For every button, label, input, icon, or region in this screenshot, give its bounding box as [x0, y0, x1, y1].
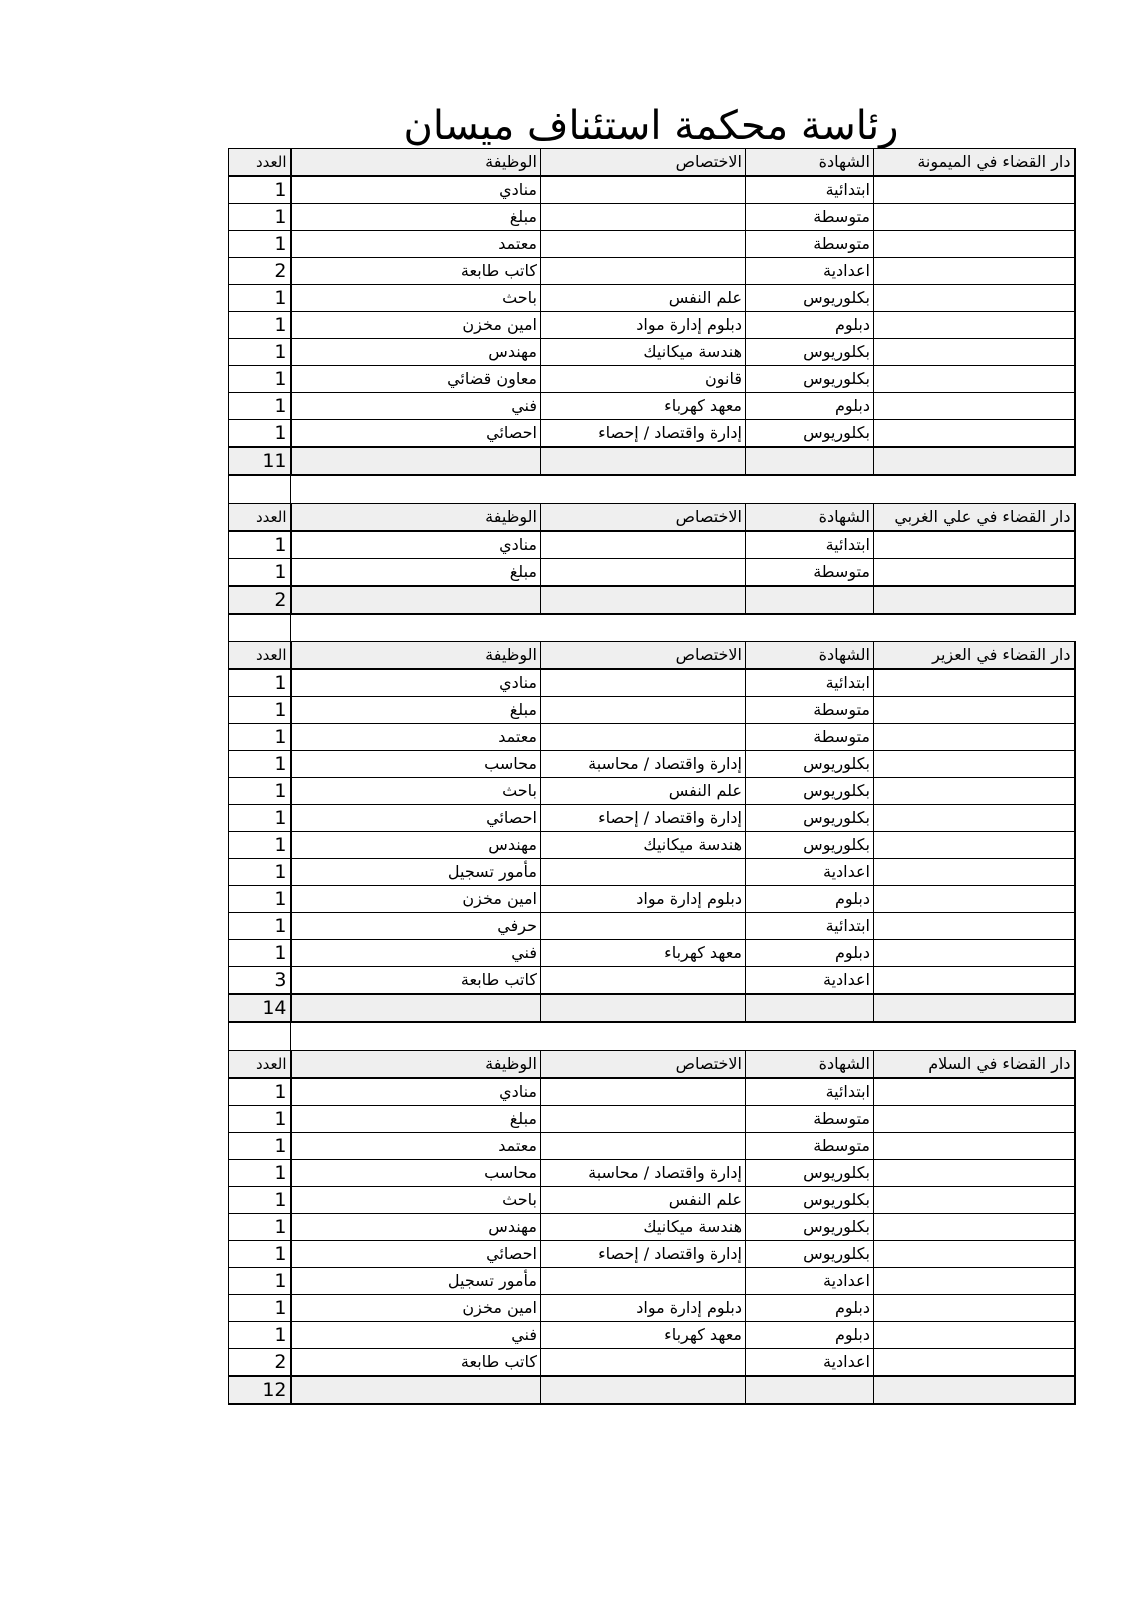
empty-cell: [874, 697, 1075, 724]
count-cell: 1: [229, 531, 291, 559]
certificate-cell: اعدادية: [746, 967, 874, 995]
job-cell: معتمد: [291, 1132, 541, 1159]
job-cell: فني: [291, 1321, 541, 1348]
staffing-table: [228, 148, 1076, 1405]
certificate-cell: متوسطة: [746, 1132, 874, 1159]
count-cell: 1: [229, 204, 291, 231]
specialization-cell: قانون: [541, 366, 746, 393]
empty-cell: [874, 176, 1075, 204]
section-spacer: [229, 614, 1075, 642]
job-cell: فني: [291, 393, 541, 420]
specialization-cell: [541, 1105, 746, 1132]
specialization-cell: هندسة ميكانيك: [541, 1213, 746, 1240]
empty-cell: [874, 1348, 1075, 1376]
count-cell: 1: [229, 886, 291, 913]
section-spacer: [229, 1022, 1075, 1050]
sheet-body: [229, 149, 1075, 1404]
empty-cell: [874, 231, 1075, 258]
empty-cell: [874, 285, 1075, 312]
empty-cell: [874, 832, 1075, 859]
section-total-row: [229, 1376, 1075, 1404]
specialization-cell: [541, 176, 746, 204]
table-row: [229, 697, 1075, 724]
count-cell: 1: [229, 669, 291, 697]
certificate-cell: بكلوريوس: [746, 366, 874, 393]
table-row: [229, 778, 1075, 805]
empty-cell: [874, 940, 1075, 967]
page-title: رئاسة محكمة استئناف ميسان: [403, 103, 899, 149]
job-cell: منادي: [291, 669, 541, 697]
table-row: [229, 366, 1075, 393]
empty-cell: [874, 420, 1075, 448]
certificate-cell: دبلوم: [746, 940, 874, 967]
empty-cell: [874, 1376, 1075, 1404]
job-cell: مهندس: [291, 832, 541, 859]
job-cell: كاتب طابعة: [291, 967, 541, 995]
certificate-cell: ابتدائية: [746, 176, 874, 204]
specialization-cell: [541, 231, 746, 258]
count-cell: 1: [229, 558, 291, 586]
empty-cell: [874, 339, 1075, 366]
column-header-specialization: الاختصاص: [541, 149, 746, 177]
certificate-cell: بكلوريوس: [746, 1186, 874, 1213]
specialization-cell: معهد كهرباء: [541, 393, 746, 420]
empty-cell: [874, 366, 1075, 393]
empty-cell: [874, 669, 1075, 697]
empty-cell: [746, 1376, 874, 1404]
column-header-specialization: الاختصاص: [541, 642, 746, 670]
empty-cell: [874, 859, 1075, 886]
table-row: [229, 231, 1075, 258]
specialization-cell: علم النفس: [541, 1186, 746, 1213]
empty-cell: [291, 447, 541, 475]
certificate-cell: بكلوريوس: [746, 420, 874, 448]
empty-cell: [874, 913, 1075, 940]
job-cell: احصائي: [291, 1240, 541, 1267]
certificate-cell: متوسطة: [746, 558, 874, 586]
specialization-cell: علم النفس: [541, 778, 746, 805]
job-cell: معتمد: [291, 231, 541, 258]
specialization-cell: دبلوم إدارة مواد: [541, 886, 746, 913]
count-cell: 1: [229, 805, 291, 832]
table-row: [229, 176, 1075, 204]
table-row: [229, 1159, 1075, 1186]
column-header-job: الوظيفة: [291, 642, 541, 670]
specialization-cell: معهد كهرباء: [541, 940, 746, 967]
empty-cell: [541, 1376, 746, 1404]
certificate-cell: دبلوم: [746, 312, 874, 339]
certificate-cell: متوسطة: [746, 231, 874, 258]
certificate-cell: بكلوريوس: [746, 285, 874, 312]
count-cell: 1: [229, 1078, 291, 1106]
section-total: 2: [229, 586, 291, 614]
empty-cell: [874, 258, 1075, 285]
column-header-job: الوظيفة: [291, 503, 541, 531]
table-row: [229, 913, 1075, 940]
empty-cell: [874, 1321, 1075, 1348]
empty-cell: [746, 447, 874, 475]
empty-cell: [874, 204, 1075, 231]
specialization-cell: [541, 1348, 746, 1376]
empty-cell: [874, 1213, 1075, 1240]
specialization-cell: إدارة واقتصاد / إحصاء: [541, 1240, 746, 1267]
table-row: [229, 1132, 1075, 1159]
table-row: [229, 420, 1075, 448]
empty-cell: [874, 967, 1075, 995]
empty-cell: [874, 558, 1075, 586]
count-cell: 1: [229, 1105, 291, 1132]
staffing-sheet: [228, 148, 1074, 1405]
empty-cell: [874, 312, 1075, 339]
count-cell: 1: [229, 285, 291, 312]
specialization-cell: إدارة واقتصاد / محاسبة: [541, 1159, 746, 1186]
count-cell: 1: [229, 231, 291, 258]
table-row: [229, 967, 1075, 995]
job-cell: معاون قضائي: [291, 366, 541, 393]
empty-cell: [874, 1105, 1075, 1132]
count-cell: 1: [229, 1267, 291, 1294]
table-row: [229, 886, 1075, 913]
section-total-row: [229, 447, 1075, 475]
table-row: [229, 940, 1075, 967]
job-cell: محاسب: [291, 751, 541, 778]
empty-cell: [874, 994, 1075, 1022]
table-row: [229, 558, 1075, 586]
specialization-cell: معهد كهرباء: [541, 1321, 746, 1348]
certificate-cell: بكلوريوس: [746, 1159, 874, 1186]
job-cell: محاسب: [291, 1159, 541, 1186]
specialization-cell: هندسة ميكانيك: [541, 832, 746, 859]
section-header-row: [229, 642, 1075, 670]
certificate-cell: ابتدائية: [746, 1078, 874, 1106]
job-cell: معتمد: [291, 724, 541, 751]
section-total-row: [229, 994, 1075, 1022]
table-row: [229, 1240, 1075, 1267]
column-header-job: الوظيفة: [291, 149, 541, 177]
count-cell: 1: [229, 312, 291, 339]
column-header-count: العدد: [229, 149, 291, 177]
empty-cell: [874, 724, 1075, 751]
job-cell: مهندس: [291, 339, 541, 366]
count-cell: 1: [229, 859, 291, 886]
empty-cell: [874, 393, 1075, 420]
count-cell: 1: [229, 940, 291, 967]
section-header-row: [229, 149, 1075, 177]
table-row: [229, 805, 1075, 832]
job-cell: باحث: [291, 1186, 541, 1213]
count-cell: 1: [229, 1159, 291, 1186]
count-cell: 1: [229, 724, 291, 751]
certificate-cell: بكلوريوس: [746, 805, 874, 832]
column-header-specialization: الاختصاص: [541, 503, 746, 531]
column-header-count: العدد: [229, 1050, 291, 1078]
certificate-cell: متوسطة: [746, 697, 874, 724]
empty-cell: [874, 1240, 1075, 1267]
certificate-cell: دبلوم: [746, 393, 874, 420]
job-cell: منادي: [291, 176, 541, 204]
job-cell: مبلغ: [291, 697, 541, 724]
empty-cell: [541, 586, 746, 614]
specialization-cell: [541, 724, 746, 751]
empty-cell: [874, 586, 1075, 614]
specialization-cell: إدارة واقتصاد / إحصاء: [541, 805, 746, 832]
specialization-cell: علم النفس: [541, 285, 746, 312]
job-cell: امين مخزن: [291, 886, 541, 913]
column-header-certificate: الشهادة: [746, 149, 874, 177]
count-cell: 1: [229, 1321, 291, 1348]
section-total-row: [229, 586, 1075, 614]
specialization-cell: [541, 1078, 746, 1106]
job-cell: مأمور تسجيل: [291, 859, 541, 886]
table-row: [229, 724, 1075, 751]
empty-cell: [874, 1267, 1075, 1294]
empty-cell: [541, 447, 746, 475]
empty-cell: [746, 994, 874, 1022]
certificate-cell: بكلوريوس: [746, 778, 874, 805]
certificate-cell: دبلوم: [746, 1294, 874, 1321]
specialization-cell: [541, 1132, 746, 1159]
section-name: دار القضاء في العزير: [874, 642, 1075, 670]
table-row: [229, 832, 1075, 859]
empty-cell: [874, 1294, 1075, 1321]
table-row: [229, 1294, 1075, 1321]
job-cell: كاتب طابعة: [291, 258, 541, 285]
certificate-cell: اعدادية: [746, 1348, 874, 1376]
job-cell: امين مخزن: [291, 1294, 541, 1321]
table-row: [229, 669, 1075, 697]
count-cell: 1: [229, 1186, 291, 1213]
section-total: 14: [229, 994, 291, 1022]
certificate-cell: اعدادية: [746, 859, 874, 886]
certificate-cell: متوسطة: [746, 1105, 874, 1132]
count-cell: 1: [229, 393, 291, 420]
certificate-cell: بكلوريوس: [746, 339, 874, 366]
job-cell: مبلغ: [291, 204, 541, 231]
count-cell: 1: [229, 176, 291, 204]
specialization-cell: [541, 531, 746, 559]
table-row: [229, 1348, 1075, 1376]
count-cell: 1: [229, 1213, 291, 1240]
table-row: [229, 312, 1075, 339]
job-cell: احصائي: [291, 805, 541, 832]
specialization-cell: [541, 204, 746, 231]
job-cell: باحث: [291, 285, 541, 312]
certificate-cell: اعدادية: [746, 258, 874, 285]
specialization-cell: [541, 859, 746, 886]
job-cell: احصائي: [291, 420, 541, 448]
certificate-cell: ابتدائية: [746, 531, 874, 559]
column-header-certificate: الشهادة: [746, 642, 874, 670]
table-row: [229, 1213, 1075, 1240]
count-cell: 1: [229, 420, 291, 448]
section-name: دار القضاء في علي الغربي: [874, 503, 1075, 531]
job-cell: امين مخزن: [291, 312, 541, 339]
job-cell: فني: [291, 940, 541, 967]
empty-cell: [874, 886, 1075, 913]
section-name: دار القضاء في السلام: [874, 1050, 1075, 1078]
table-row: [229, 339, 1075, 366]
empty-cell: [874, 1159, 1075, 1186]
section-total: 12: [229, 1376, 291, 1404]
count-cell: 1: [229, 751, 291, 778]
certificate-cell: بكلوريوس: [746, 1213, 874, 1240]
certificate-cell: متوسطة: [746, 724, 874, 751]
table-row: [229, 285, 1075, 312]
specialization-cell: إدارة واقتصاد / إحصاء: [541, 420, 746, 448]
column-header-certificate: الشهادة: [746, 1050, 874, 1078]
certificate-cell: دبلوم: [746, 886, 874, 913]
specialization-cell: [541, 697, 746, 724]
job-cell: مأمور تسجيل: [291, 1267, 541, 1294]
column-header-count: العدد: [229, 503, 291, 531]
certificate-cell: بكلوريوس: [746, 751, 874, 778]
specialization-cell: [541, 967, 746, 995]
section-total: 11: [229, 447, 291, 475]
job-cell: مبلغ: [291, 1105, 541, 1132]
count-cell: 1: [229, 913, 291, 940]
section-header-row: [229, 503, 1075, 531]
empty-cell: [874, 778, 1075, 805]
job-cell: منادي: [291, 531, 541, 559]
certificate-cell: دبلوم: [746, 1321, 874, 1348]
column-header-job: الوظيفة: [291, 1050, 541, 1078]
specialization-cell: دبلوم إدارة مواد: [541, 312, 746, 339]
empty-cell: [291, 1376, 541, 1404]
certificate-cell: بكلوريوس: [746, 832, 874, 859]
empty-cell: [874, 1186, 1075, 1213]
count-cell: 1: [229, 697, 291, 724]
section-name: دار القضاء في الميمونة: [874, 149, 1075, 177]
count-cell: 1: [229, 1240, 291, 1267]
specialization-cell: [541, 1267, 746, 1294]
job-cell: مهندس: [291, 1213, 541, 1240]
job-cell: مبلغ: [291, 558, 541, 586]
empty-cell: [746, 586, 874, 614]
table-row: [229, 751, 1075, 778]
count-cell: 1: [229, 832, 291, 859]
column-header-specialization: الاختصاص: [541, 1050, 746, 1078]
table-row: [229, 1105, 1075, 1132]
empty-cell: [874, 805, 1075, 832]
count-cell: 1: [229, 366, 291, 393]
count-cell: 1: [229, 778, 291, 805]
table-row: [229, 531, 1075, 559]
job-cell: حرفي: [291, 913, 541, 940]
count-cell: 2: [229, 1348, 291, 1376]
table-row: [229, 258, 1075, 285]
job-cell: باحث: [291, 778, 541, 805]
table-row: [229, 1321, 1075, 1348]
job-cell: منادي: [291, 1078, 541, 1106]
empty-cell: [291, 994, 541, 1022]
specialization-cell: [541, 258, 746, 285]
count-cell: 1: [229, 1132, 291, 1159]
empty-cell: [874, 1132, 1075, 1159]
empty-cell: [291, 586, 541, 614]
empty-cell: [874, 447, 1075, 475]
certificate-cell: اعدادية: [746, 1267, 874, 1294]
count-cell: 1: [229, 1294, 291, 1321]
section-header-row: [229, 1050, 1075, 1078]
empty-cell: [874, 751, 1075, 778]
empty-cell: [874, 531, 1075, 559]
empty-cell: [874, 1078, 1075, 1106]
table-row: [229, 393, 1075, 420]
specialization-cell: إدارة واقتصاد / محاسبة: [541, 751, 746, 778]
column-header-certificate: الشهادة: [746, 503, 874, 531]
count-cell: 2: [229, 258, 291, 285]
job-cell: كاتب طابعة: [291, 1348, 541, 1376]
table-row: [229, 1267, 1075, 1294]
section-spacer: [229, 475, 1075, 503]
count-cell: 3: [229, 967, 291, 995]
empty-cell: [541, 994, 746, 1022]
specialization-cell: [541, 913, 746, 940]
table-row: [229, 859, 1075, 886]
specialization-cell: هندسة ميكانيك: [541, 339, 746, 366]
table-row: [229, 1186, 1075, 1213]
certificate-cell: ابتدائية: [746, 913, 874, 940]
specialization-cell: دبلوم إدارة مواد: [541, 1294, 746, 1321]
certificate-cell: بكلوريوس: [746, 1240, 874, 1267]
certificate-cell: ابتدائية: [746, 669, 874, 697]
column-header-count: العدد: [229, 642, 291, 670]
table-row: [229, 1078, 1075, 1106]
table-row: [229, 204, 1075, 231]
specialization-cell: [541, 558, 746, 586]
count-cell: 1: [229, 339, 291, 366]
specialization-cell: [541, 669, 746, 697]
certificate-cell: متوسطة: [746, 204, 874, 231]
